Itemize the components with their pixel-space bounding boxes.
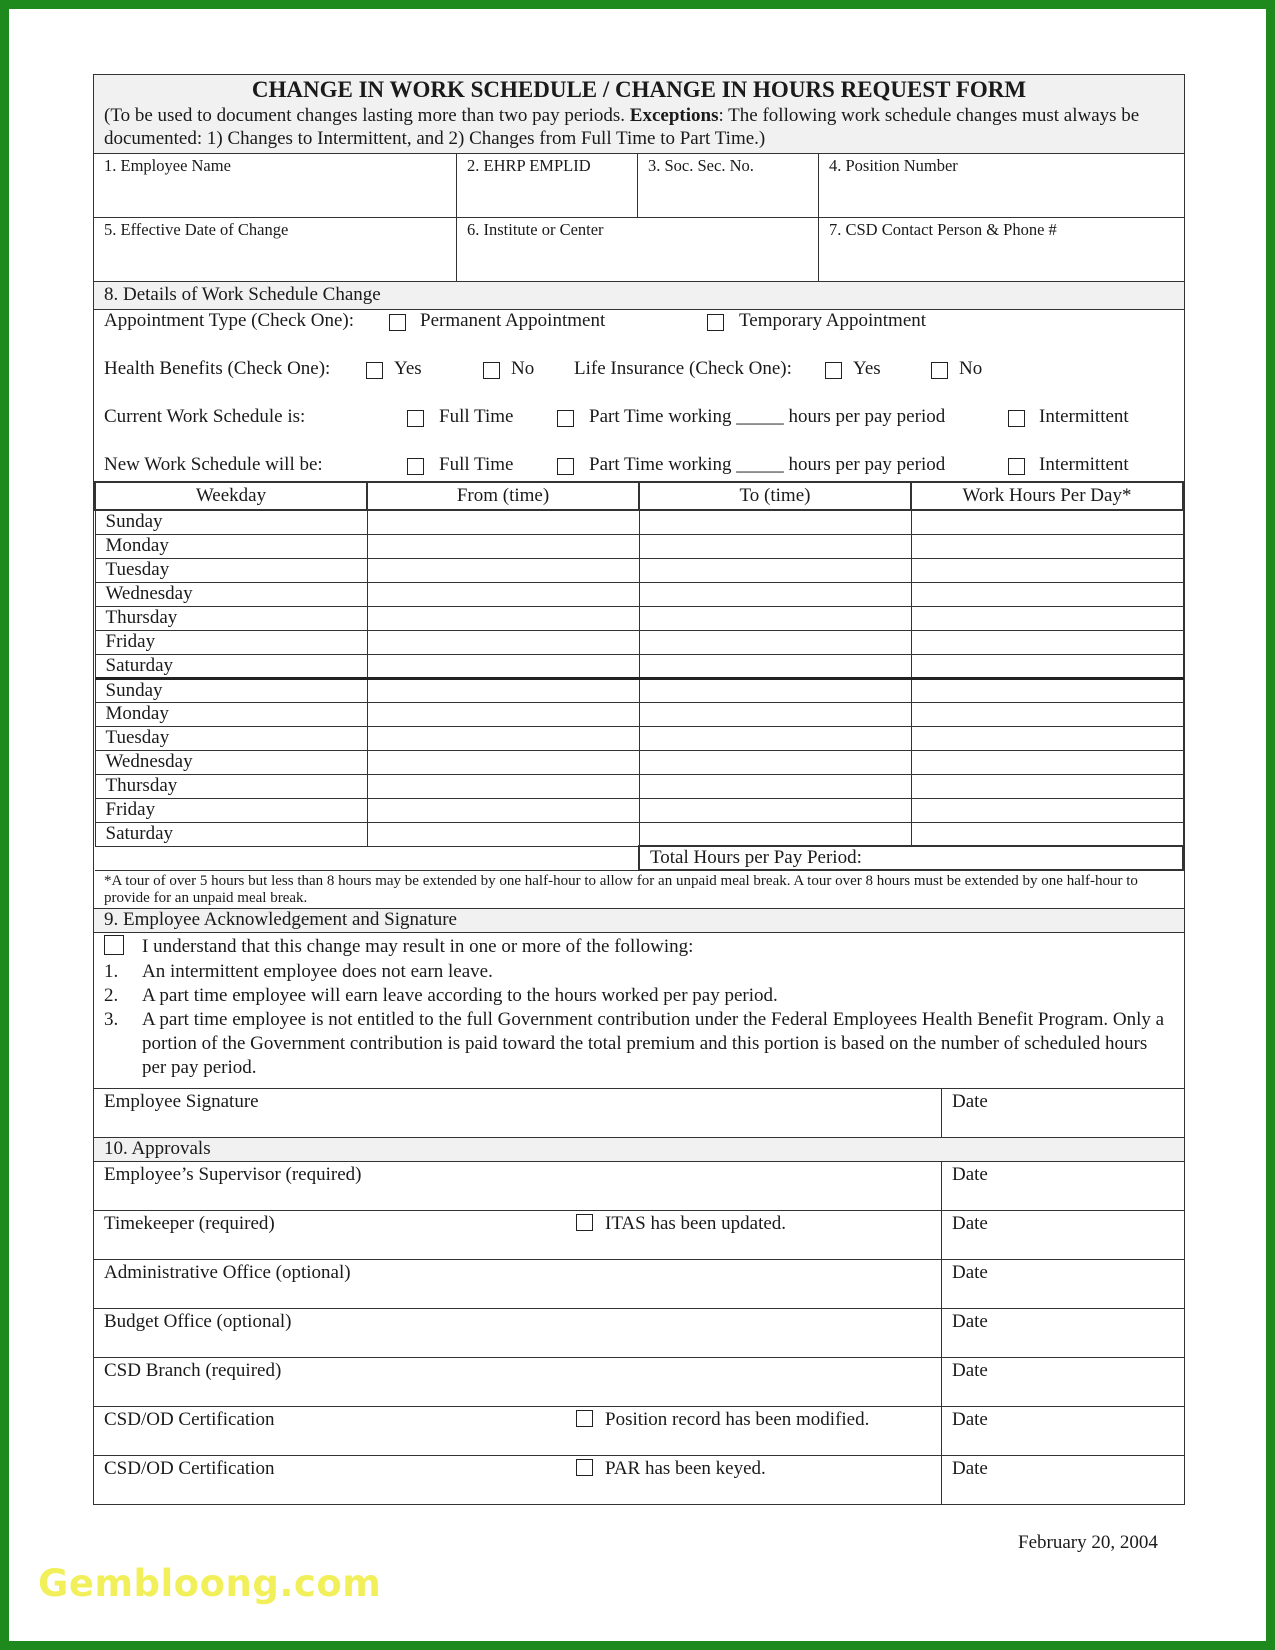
section-10-header: 10. Approvals (94, 1138, 1184, 1162)
understand-text: I understand that this change may result in one or more of the following: (142, 936, 694, 957)
approval-date-field[interactable]: Date (952, 1409, 988, 1430)
weekday-cell: Sunday (95, 510, 367, 534)
from-time-cell[interactable] (367, 726, 639, 750)
understand-checkbox-wrap (104, 935, 142, 960)
life-yes-checkbox[interactable] (825, 362, 842, 379)
ack-item (104, 960, 1174, 984)
approval-signature-field[interactable] (94, 1260, 942, 1308)
form-intro (94, 104, 1184, 153)
section-8-header: 8. Details of Work Schedule Change (94, 282, 1184, 310)
schedule-row (95, 798, 1183, 822)
employee-signature-date[interactable]: Date (952, 1091, 988, 1112)
health-benefits-label: Health Benefits (Check One): (104, 358, 331, 379)
new-schedule-label: New Work Schedule will be: (104, 454, 323, 475)
intro-exceptions: Exceptions (629, 105, 719, 126)
schedule-row (95, 606, 1183, 630)
weekday-cell: Tuesday (95, 558, 367, 582)
from-time-cell[interactable] (367, 558, 639, 582)
weekday-header: Weekday (95, 482, 367, 510)
work-hours-cell[interactable] (911, 654, 1183, 678)
approval-date-field[interactable]: Date (952, 1458, 988, 1479)
new-intermittent-checkbox[interactable] (1008, 458, 1025, 475)
approval-date-field[interactable]: Date (952, 1360, 988, 1381)
approval-checkbox[interactable] (576, 1214, 593, 1231)
current-schedule-row (94, 406, 1184, 454)
current-intermittent-checkbox[interactable] (1008, 410, 1025, 427)
position-number-field[interactable]: 4. Position Number (829, 156, 958, 175)
intro-text: (To be used to document changes lasting more than two pay periods. (104, 105, 630, 126)
approval-signature-field[interactable] (94, 1358, 942, 1406)
understand-row (104, 935, 1174, 960)
work-hours-cell[interactable] (911, 606, 1183, 630)
to-time-cell[interactable] (639, 702, 911, 726)
weekday-cell: Wednesday (95, 582, 367, 606)
work-hours-cell[interactable] (911, 798, 1183, 822)
schedule-row (95, 654, 1183, 678)
approval-check-label: PAR has been keyed. (605, 1458, 766, 1479)
schedule-row (95, 702, 1183, 726)
schedule-row (95, 582, 1183, 606)
from-time-cell[interactable] (367, 510, 639, 534)
to-time-cell[interactable] (639, 726, 911, 750)
appointment-type-label: Appointment Type (Check One): (104, 310, 355, 331)
approval-label: CSD/OD Certification (104, 1409, 275, 1430)
current-intermittent-label: Intermittent (1039, 406, 1129, 427)
effective-date-field[interactable]: 5. Effective Date of Change (94, 218, 457, 281)
employee-signature-row (94, 1089, 1184, 1138)
to-time-cell[interactable] (639, 582, 911, 606)
approval-label: Timekeeper (required) (104, 1213, 275, 1234)
from-time-header: From (time) (367, 482, 639, 510)
schedule-row (95, 534, 1183, 558)
ack-item-number: 2. (104, 985, 119, 1006)
to-time-cell[interactable] (639, 630, 911, 654)
ack-item-number: 1. (104, 961, 119, 982)
to-time-header: To (time) (639, 482, 911, 510)
to-time-cell[interactable] (639, 558, 911, 582)
approval-row (94, 1309, 1184, 1358)
weekday-cell: Monday (95, 702, 367, 726)
employee-signature-field[interactable]: Employee Signature (94, 1089, 942, 1137)
current-schedule-label: Current Work Schedule is: (104, 406, 306, 427)
approval-date-field[interactable]: Date (952, 1311, 988, 1332)
approval-check-label: Position record has been modified. (605, 1409, 870, 1430)
work-hours-cell[interactable] (911, 510, 1183, 534)
approval-date-field[interactable]: Date (952, 1164, 988, 1185)
approval-check-option (576, 1213, 786, 1235)
institute-field[interactable]: 6. Institute or Center (457, 218, 819, 281)
approval-label: Employee’s Supervisor (required) (104, 1164, 362, 1185)
work-hours-cell[interactable] (911, 750, 1183, 774)
schedule-row (95, 726, 1183, 750)
fields-row-1 (94, 154, 1184, 218)
ehrp-emplid-field[interactable]: 2. EHRP EMPLID (457, 154, 638, 217)
employee-name-field[interactable]: 1. Employee Name (94, 154, 457, 217)
ack-item-number: 3. (104, 1009, 119, 1030)
health-no-label: No (511, 358, 535, 379)
work-hours-header: Work Hours Per Day* (911, 482, 1183, 510)
total-hours-row (95, 846, 1183, 870)
life-yes-label: Yes (853, 358, 881, 379)
benefits-row (94, 358, 1184, 406)
to-time-cell[interactable] (639, 774, 911, 798)
ack-item (104, 984, 1174, 1008)
appointment-type-row (94, 310, 1184, 358)
fields-row-2 (94, 218, 1184, 282)
approval-row (94, 1211, 1184, 1260)
to-time-cell[interactable] (639, 750, 911, 774)
from-time-cell[interactable] (367, 606, 639, 630)
section-9-header: 9. Employee Acknowledgement and Signature (94, 909, 1184, 933)
new-fulltime-label: Full Time (439, 454, 514, 475)
approval-row (94, 1407, 1184, 1456)
revision-date: February 20, 2004 (1018, 1532, 1158, 1553)
work-hours-cell[interactable] (911, 702, 1183, 726)
from-time-cell[interactable] (367, 750, 639, 774)
form-title: CHANGE IN WORK SCHEDULE / CHANGE IN HOURS REQUEST FORM (251, 77, 1027, 102)
approval-label: Budget Office (optional) (104, 1311, 292, 1332)
approval-signature-field[interactable] (94, 1407, 942, 1455)
to-time-cell[interactable] (639, 534, 911, 558)
from-time-cell[interactable] (367, 774, 639, 798)
approvals-list (94, 1162, 1184, 1504)
approval-signature-field[interactable] (94, 1309, 942, 1357)
approval-signature-field[interactable] (94, 1456, 942, 1504)
current-fulltime-checkbox[interactable] (407, 410, 424, 427)
health-no-checkbox[interactable] (483, 362, 500, 379)
to-time-cell[interactable] (639, 678, 911, 702)
weekday-cell: Saturday (95, 822, 367, 846)
to-time-cell[interactable] (639, 606, 911, 630)
approval-checkbox[interactable] (576, 1410, 593, 1427)
life-insurance-label: Life Insurance (Check One): (574, 358, 792, 379)
schedule-row (95, 822, 1183, 846)
intro-text-2: : The following work schedule changes must always be documented: 1) Changes to Intermittent, and 2) Changes from Full Time to Part Time.) (104, 105, 1140, 149)
approval-date-field[interactable]: Date (952, 1213, 988, 1234)
weekday-cell: Friday (95, 630, 367, 654)
approval-row (94, 1456, 1184, 1504)
schedule-row (95, 678, 1183, 702)
ack-item (104, 1008, 1174, 1080)
current-fulltime-label: Full Time (439, 406, 514, 427)
life-no-label: No (959, 358, 983, 379)
approval-row (94, 1358, 1184, 1407)
weekday-cell: Thursday (95, 606, 367, 630)
to-time-cell[interactable] (639, 654, 911, 678)
approval-row (94, 1260, 1184, 1309)
ack-item-text: An intermittent employee does not earn leave. (142, 961, 493, 982)
temporary-label: Temporary Appointment (739, 310, 927, 331)
from-time-cell[interactable] (367, 630, 639, 654)
work-hours-cell[interactable] (911, 630, 1183, 654)
to-time-cell[interactable] (639, 822, 911, 846)
from-time-cell[interactable] (367, 582, 639, 606)
schedule-row (95, 774, 1183, 798)
approval-row (94, 1162, 1184, 1211)
total-hours-spacer (95, 846, 639, 870)
current-parttime-label: Part Time working _____ hours per pay period (589, 406, 946, 427)
work-hours-cell[interactable] (911, 582, 1183, 606)
section-8-body (94, 310, 1184, 481)
new-intermittent-label: Intermittent (1039, 454, 1129, 475)
approval-label: CSD/OD Certification (104, 1458, 275, 1479)
weekday-cell: Wednesday (95, 750, 367, 774)
ack-item-text: A part time employee will earn leave according to the hours worked per pay period. (142, 985, 778, 1006)
from-time-cell[interactable] (367, 702, 639, 726)
approval-check-option (576, 1458, 766, 1480)
permanent-checkbox[interactable] (389, 314, 406, 331)
work-hours-cell[interactable] (911, 726, 1183, 750)
work-hours-cell[interactable] (911, 558, 1183, 582)
temporary-checkbox[interactable] (707, 314, 724, 331)
work-hours-cell[interactable] (911, 822, 1183, 846)
schedule-row (95, 558, 1183, 582)
csd-contact-field[interactable]: 7. CSD Contact Person & Phone # (829, 220, 1057, 239)
from-time-cell[interactable] (367, 678, 639, 702)
to-time-cell[interactable] (639, 510, 911, 534)
ack-item-text: A part time employee is not entitled to the full Government contribution under the Federal Employees Health Benefit Program. Only a portion of the Government contribution is paid toward the total premium and this portion is based on the number of scheduled hours per pay period. (142, 1009, 1165, 1078)
approval-date-field[interactable]: Date (952, 1262, 988, 1283)
work-hours-cell[interactable] (911, 678, 1183, 702)
work-hours-cell[interactable] (911, 534, 1183, 558)
approval-signature-field[interactable] (94, 1162, 942, 1210)
approval-checkbox[interactable] (576, 1459, 593, 1476)
approval-label: Administrative Office (optional) (104, 1262, 351, 1283)
from-time-cell[interactable] (367, 822, 639, 846)
ssn-field[interactable]: 3. Soc. Sec. No. (638, 154, 819, 217)
approval-signature-field[interactable] (94, 1211, 942, 1259)
from-time-cell[interactable] (367, 654, 639, 678)
total-hours-field[interactable]: Total Hours per Pay Period: (639, 846, 1183, 870)
life-no-checkbox[interactable] (931, 362, 948, 379)
schedule-row (95, 510, 1183, 534)
new-schedule-row (94, 454, 1184, 502)
permanent-label: Permanent Appointment (420, 310, 606, 331)
from-time-cell[interactable] (367, 798, 639, 822)
from-time-cell[interactable] (367, 534, 639, 558)
weekday-cell: Tuesday (95, 726, 367, 750)
weekday-cell: Saturday (95, 654, 367, 678)
schedule-rows (95, 510, 1183, 846)
acknowledgement-block (94, 933, 1184, 1089)
current-parttime-checkbox[interactable] (557, 410, 574, 427)
weekday-cell: Friday (95, 798, 367, 822)
health-yes-label: Yes (394, 358, 422, 379)
schedule-footnote: *A tour of over 5 hours but less than 8 hours may be extended by one half-hour to allow for an unpaid meal break. A tour over 8 hours must be extended by one half-hour to provide for an unpaid meal break. (94, 871, 1184, 909)
weekday-cell: Monday (95, 534, 367, 558)
request-form (93, 74, 1185, 1505)
new-parttime-label: Part Time working _____ hours per pay period (589, 454, 946, 475)
watermark: Gembloong.com (38, 1562, 382, 1605)
schedule-row (95, 750, 1183, 774)
weekday-cell: Sunday (95, 678, 367, 702)
new-parttime-checkbox[interactable] (557, 458, 574, 475)
to-time-cell[interactable] (639, 798, 911, 822)
work-hours-cell[interactable] (911, 774, 1183, 798)
approval-check-label: ITAS has been updated. (605, 1213, 787, 1234)
schedule-table (94, 481, 1184, 871)
approval-label: CSD Branch (required) (104, 1360, 282, 1381)
new-fulltime-checkbox[interactable] (407, 458, 424, 475)
weekday-cell: Thursday (95, 774, 367, 798)
form-header (94, 75, 1184, 154)
schedule-row (95, 630, 1183, 654)
health-yes-checkbox[interactable] (366, 362, 383, 379)
approval-check-option (576, 1409, 869, 1431)
understand-checkbox[interactable] (104, 935, 124, 955)
